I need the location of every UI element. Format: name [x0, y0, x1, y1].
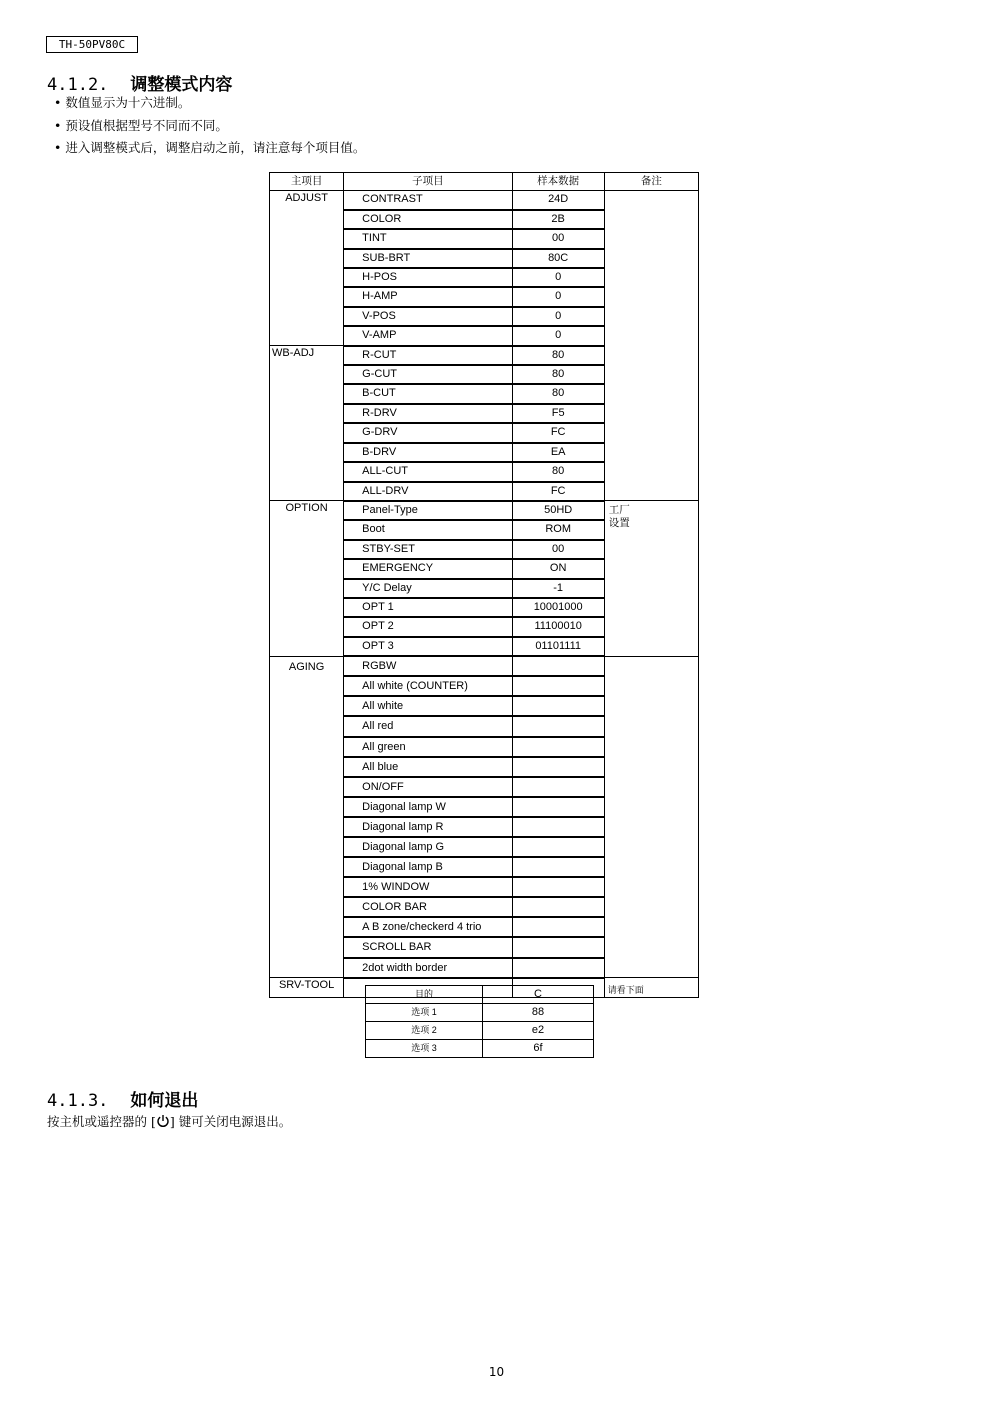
table-header-row [270, 173, 699, 191]
sub-item: OPT 1 [344, 598, 512, 617]
sub-item: R-CUT [344, 346, 512, 365]
sample-value [512, 917, 604, 937]
table-row [366, 1004, 594, 1022]
sample-value: 80 [512, 462, 604, 481]
option-value: C [483, 986, 594, 1004]
table-row [366, 986, 594, 1004]
group-wb-adj: WB-ADJ [270, 346, 344, 501]
sub-item: H-POS [344, 268, 512, 287]
option-key: 选项 1 [366, 1004, 483, 1022]
sub-item: OPT 2 [344, 617, 512, 636]
remark-line: 设置 [608, 517, 630, 530]
sub-item: All red [344, 716, 512, 736]
sub-item: All white [344, 696, 512, 716]
table-row [270, 501, 699, 520]
sub-item: Diagonal lamp B [344, 857, 512, 877]
option-setting-table [365, 985, 594, 1058]
sample-value [512, 716, 604, 736]
sub-item: Diagonal lamp G [344, 837, 512, 857]
sample-value: 0 [512, 268, 604, 287]
sample-value [512, 857, 604, 877]
sample-value [512, 958, 604, 978]
sub-item: SUB-BRT [344, 249, 512, 268]
section-heading-4-1-3 [47, 1086, 198, 1111]
sample-value [512, 877, 604, 897]
sub-item: OPT 3 [344, 637, 512, 656]
sub-item: RGBW [344, 656, 512, 676]
power-icon [156, 1114, 170, 1129]
note-item: • 进入调整模式后，调整启动之前，请注意每个项目值。 [54, 140, 366, 155]
sub-item: B-DRV [344, 443, 512, 462]
note-item: • 预设值根据型号不同而不同。 [54, 117, 228, 133]
sample-value: ROM [512, 520, 604, 539]
option-value: e2 [483, 1022, 594, 1040]
sub-item: G-DRV [344, 423, 512, 442]
remark-line: 工厂 [608, 504, 630, 517]
sample-value: 01101111 [512, 637, 604, 656]
sub-item: ALL-CUT [344, 462, 512, 481]
model-label: TH-50PV80C [46, 36, 138, 53]
sample-value [512, 777, 604, 797]
sample-value [512, 837, 604, 857]
sample-value: 24D [512, 191, 604, 210]
sample-value: EA [512, 443, 604, 462]
group-aging: AGING [270, 656, 344, 978]
table-row [270, 656, 699, 676]
sample-value: 80 [512, 365, 604, 384]
header-sample-data: 样本数据 [512, 173, 604, 191]
group-adjust: ADJUST [270, 191, 344, 346]
option-value: 88 [483, 1004, 594, 1022]
sample-value [512, 737, 604, 757]
sample-value [512, 676, 604, 696]
sub-item: 2dot width border [344, 958, 512, 978]
section-title: 调整模式内容 [130, 75, 233, 95]
section-number: 4.1.3. [47, 1091, 109, 1111]
option-key: 目的 [366, 986, 483, 1004]
sub-item: ON/OFF [344, 777, 512, 797]
sample-value: F5 [512, 404, 604, 423]
sub-item: COLOR BAR [344, 897, 512, 917]
option-key: 选项 3 [366, 1040, 483, 1058]
note-item: • 数值显示为十六进制。 [54, 95, 191, 110]
sub-item: V-AMP [344, 326, 512, 345]
sub-item: A B zone/checkerd 4 trio [344, 917, 512, 937]
sample-value: 00 [512, 229, 604, 248]
sample-value: 0 [512, 326, 604, 345]
sub-item: COLOR [344, 210, 512, 229]
sub-item: TINT [344, 229, 512, 248]
sample-value [512, 817, 604, 837]
sub-item: B-CUT [344, 384, 512, 403]
sub-item: SCROLL BAR [344, 937, 512, 957]
section-title: 如何退出 [130, 1091, 199, 1111]
sample-value: 50HD [512, 501, 604, 520]
table-row [366, 1022, 594, 1040]
sub-item: Panel-Type [344, 501, 512, 520]
sub-item: CONTRAST [344, 191, 512, 210]
table-row [366, 1040, 594, 1058]
sample-value [512, 797, 604, 817]
sub-item: Y/C Delay [344, 579, 512, 598]
sub-item: 1% WINDOW [344, 877, 512, 897]
sample-value [512, 757, 604, 777]
sample-value: -1 [512, 579, 604, 598]
header-sub-item: 子项目 [344, 173, 512, 191]
sub-item: All blue [344, 757, 512, 777]
sub-item: Diagonal lamp R [344, 817, 512, 837]
sample-value: 80 [512, 384, 604, 403]
sample-value [512, 937, 604, 957]
exit-instruction [47, 1112, 291, 1130]
sub-item: EMERGENCY [344, 559, 512, 578]
sample-value: 0 [512, 307, 604, 326]
remarks-cell [604, 656, 698, 978]
table-row [270, 191, 699, 210]
sample-value [512, 656, 604, 676]
sub-item: H-AMP [344, 287, 512, 306]
sub-item: STBY-SET [344, 540, 512, 559]
sample-value: ON [512, 559, 604, 578]
section-number: 4.1.2. [47, 75, 109, 95]
sample-value [512, 696, 604, 716]
adjustment-mode-table [269, 172, 699, 998]
sample-value: 10001000 [512, 598, 604, 617]
sub-item: Diagonal lamp W [344, 797, 512, 817]
sample-value: 11100010 [512, 617, 604, 636]
sample-value: 2B [512, 210, 604, 229]
sub-item: All green [344, 737, 512, 757]
sample-value: FC [512, 482, 604, 501]
sample-value: 80C [512, 249, 604, 268]
exit-text-before: 按主机或遥控器的 [ [47, 1114, 156, 1129]
notes-list [54, 92, 365, 160]
sub-item: Boot [344, 520, 512, 539]
sub-item: V-POS [344, 307, 512, 326]
sub-item: R-DRV [344, 404, 512, 423]
option-value: 6f [483, 1040, 594, 1058]
sub-item: ALL-DRV [344, 482, 512, 501]
sample-value [512, 897, 604, 917]
sub-item: All white (COUNTER) [344, 676, 512, 696]
sub-item: G-CUT [344, 365, 512, 384]
header-remarks: 备注 [604, 173, 698, 191]
option-key: 选项 2 [366, 1022, 483, 1040]
sample-value: 0 [512, 287, 604, 306]
sample-value: 80 [512, 346, 604, 365]
remark-see-below: 请看下面 [604, 978, 698, 997]
group-option: OPTION [270, 501, 344, 656]
sample-value: FC [512, 423, 604, 442]
group-srv-tool: SRV-TOOL [270, 978, 344, 997]
exit-text-after: ] 键可关闭电源退出。 [169, 1114, 292, 1129]
page-number: 10 [488, 1365, 505, 1379]
sample-value: 00 [512, 540, 604, 559]
remarks-cell [604, 191, 698, 501]
remarks-factory-setting [604, 501, 698, 656]
header-main-item: 主项目 [270, 173, 344, 191]
